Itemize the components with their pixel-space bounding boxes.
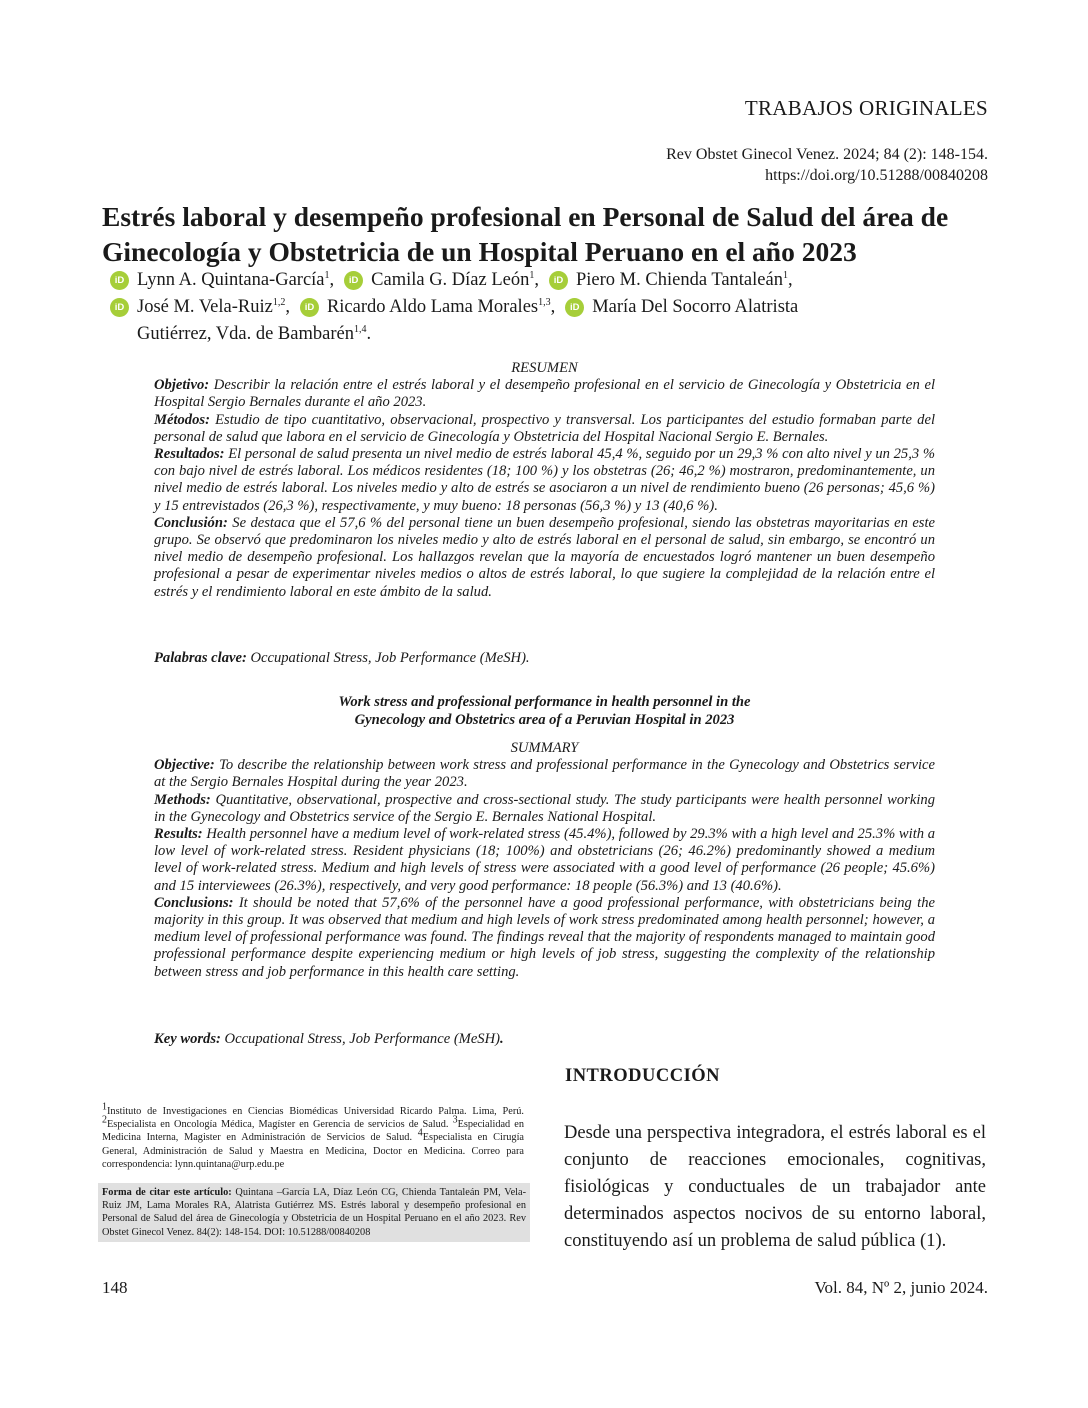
orcid-icon[interactable]: iD — [565, 298, 584, 317]
author-line — [110, 294, 990, 321]
author-name: Camila G. Díaz León$^1$, — [371, 269, 539, 290]
introduction-heading: INTRODUCCIÓN — [565, 1066, 721, 1086]
volume-info: Vol. 84, Nº 2, junio 2024. — [814, 1278, 988, 1297]
author-line — [110, 267, 990, 294]
resumen-metodos: Métodos: Estudio de tipo cuantitativo, observacional, prospectivo y transversal. Los participantes del estudio formaban parte del personal de salud que labora en el servicio de Ginecología y Obstetricia del Hospital Nacional Sergio E. Bernales. — [154, 411, 935, 445]
key-words: Key words: Occupational Stress, Job Performance (MeSH). — [154, 1031, 504, 1047]
citation-line: Rev Obstet Ginecol Venez. 2024; 84 (2): 148-154. — [666, 146, 988, 163]
english-title: Work stress and professional performance in health personnel in the Gynecology and Obstetrics area of a Peruvian Hospital in 2023 — [338, 694, 751, 728]
orcid-icon[interactable]: iD — [110, 298, 129, 317]
author-name: José M. Vela-Ruiz$^{1,2}$, — [137, 296, 290, 317]
author-name: María Del Socorro Alatrista — [592, 297, 799, 317]
page-number: 148 — [102, 1278, 128, 1297]
section-label: TRABAJOS ORIGINALES — [744, 96, 988, 120]
journal-citation — [666, 144, 988, 186]
introduction-body — [564, 1120, 986, 1255]
resumen-resultados: Resultados: El personal de salud presenta un nivel medio de estrés laboral 45,4 %, seguido por un 29,3 % con alto nivel y un 25,3 % con bajo nivel de estrés laboral. Los médicos residentes (18; 100 %) y los obstetras (26; 46,2 %) mostraron, predominantemente, un nivel medio de estrés laboral. Los niveles medio y alto de estrés se asociaron a un nivel de rendimiento bueno (26 personas; 45,6 %) y 15 entrevistados (26,3 %), respectivamente, y muy bueno: 18 personas (56,3 %) y 13 (40,6 %). — [154, 446, 935, 514]
orcid-icon[interactable]: iD — [344, 271, 363, 290]
affiliation: $^3$Especialidad en Medicina Interna, Magister en Administración de Servicios de Salud. — [102, 1114, 524, 1144]
summary-results: Results: Health personnel have a medium level of work-related stress (45.4%), followed by 29.3% with a high level and 25.3% with a low level of work-related stress. Resident physicians (18; 100%) and obstetricians (26; 46.2%) predominantly showed a medium level of work-related stress. Medium and high levels of stress were associated with a good level of performance (26 people; 45.6%) and 15 interviewees (26.3%), respectively, and very good performance: 18 people (56.3%) and 13 (40.6%). — [154, 826, 936, 894]
author-name: Gutiérrez, Vda. de Bambarén$^{1,4}$. — [137, 323, 372, 344]
summary-methods: Methods: Quantitative, observational, prospective and cross-sectional study. The study participants were health personnel working in the Gynecology and Obstetrics service of the Sergio E. Bernales National Hospital. — [154, 791, 935, 825]
author-name: Lynn A. Quintana-García$^1$, — [137, 269, 335, 290]
affiliations — [102, 1101, 524, 1171]
author-line — [110, 321, 990, 348]
article-title — [102, 199, 982, 269]
author-name: Piero M. Chienda Tantaleán$^1$, — [576, 269, 793, 290]
author-list — [110, 267, 990, 348]
summary-conclusions: Conclusions: It should be noted that 57,6% of the personnel have a good professional performance, with obstetricians being the majority in this group. It was observed that medium and high levels of work stress predominated among health personnel; however, a medium level of professional performance was found. The findings reveal that the majority of respondents managed to maintain good professional performance despite experiencing medium or high levels of job stress, suggesting the complexity of the relationship between stress and job performance in this health care setting. — [154, 894, 936, 980]
doi-link[interactable]: https://doi.org/10.51288/00840208 — [765, 167, 988, 184]
author-name: Ricardo Aldo Lama Morales$^{1,3}$, — [326, 296, 556, 317]
resumen-objetivo: Objetivo: Describir la relación entre el estrés laboral y el desempeño profesional en el servicio de Ginecología y Obstetricia en el Hospital Sergio Bernales durante el año 2023. — [154, 377, 936, 411]
how-to-cite-box: Forma de citar este artículo: Quintana –García LA, Díaz León CG, Chienda Tantaleán PM, Vela-Ruiz JM, Lama Morales RA, Alatrista Gutiérrez MS. Estrés laboral y desempeño profesional en Personal de Salud del área de Ginecología y Obstetricia de un Hospital Peruano en el año 2023. Rev Obstet Ginecol Venez. 84(2): 148-154. DOI: 10.51288/00840208 — [98, 1183, 530, 1242]
affiliation: $^2$Especialista en Oncología Médica, Magíster en Gerencia de servicios de Salud. — [102, 1114, 453, 1131]
affiliation: $^4$Especialista en Cirugía General, Administración de Salud y Maestra en Medicina, Doctor en Medicina. Correo para correspondencia: lynn.quintana@urp.edu.pe — [102, 1127, 524, 1170]
summary-objective: Objective: To describe the relationship between work stress and professional performance in the Gynecology and Obstetrics service at the Sergio Bernales Hospital during the year 2023. — [154, 757, 935, 791]
orcid-icon[interactable]: iD — [549, 271, 568, 290]
title-line: Ginecología y Obstetricia de un Hospital Peruano en el año 2023 — [102, 236, 857, 267]
resumen-heading: RESUMEN — [511, 360, 578, 376]
resumen-section — [154, 360, 935, 601]
palabras-clave: Palabras clave: Occupational Stress, Job Performance (MeSH). — [154, 650, 530, 666]
summary-section — [154, 740, 935, 981]
affiliation: $^1$Instituto de Investigaciones en Ciencias Biomédicas Universidad Ricardo Palma. Lima, Perú. — [102, 1101, 524, 1117]
resumen-conclusion: Conclusión: Se destaca que el 57,6 % del personal tiene un buen desempeño profesional, siendo las obstetras mayoritarias en este grupo. Se observó que predominaron los niveles medio y alto de estrés laboral en el personal de salud, sin embargo, se encontró un nivel medio de desempeño profesional. Los hallazgos revelan que la mayoría de encuestados logró mantener un buen desempeño profesional a pesar de experimentar niveles medios o altos de estrés laboral, lo que sugiere la complejidad de la relación entre el estrés y el rendimiento laboral en este ámbito de la salud. — [154, 514, 936, 600]
summary-heading: SUMMARY — [510, 740, 579, 756]
orcid-icon[interactable]: iD — [110, 271, 129, 290]
introduction-paragraph: Desde una perspectiva integradora, el estrés laboral es el conjunto de reacciones emocionales, cognitivas, fisiológicas y conductuales de un trabajador ante determinados aspectos nocivos de su entorno laboral, constituyendo así un problema de salud pública (1). — [564, 1123, 986, 1251]
orcid-icon[interactable]: iD — [300, 298, 319, 317]
title-line: Estrés laboral y desempeño profesional en Personal de Salud del área de — [102, 201, 949, 232]
